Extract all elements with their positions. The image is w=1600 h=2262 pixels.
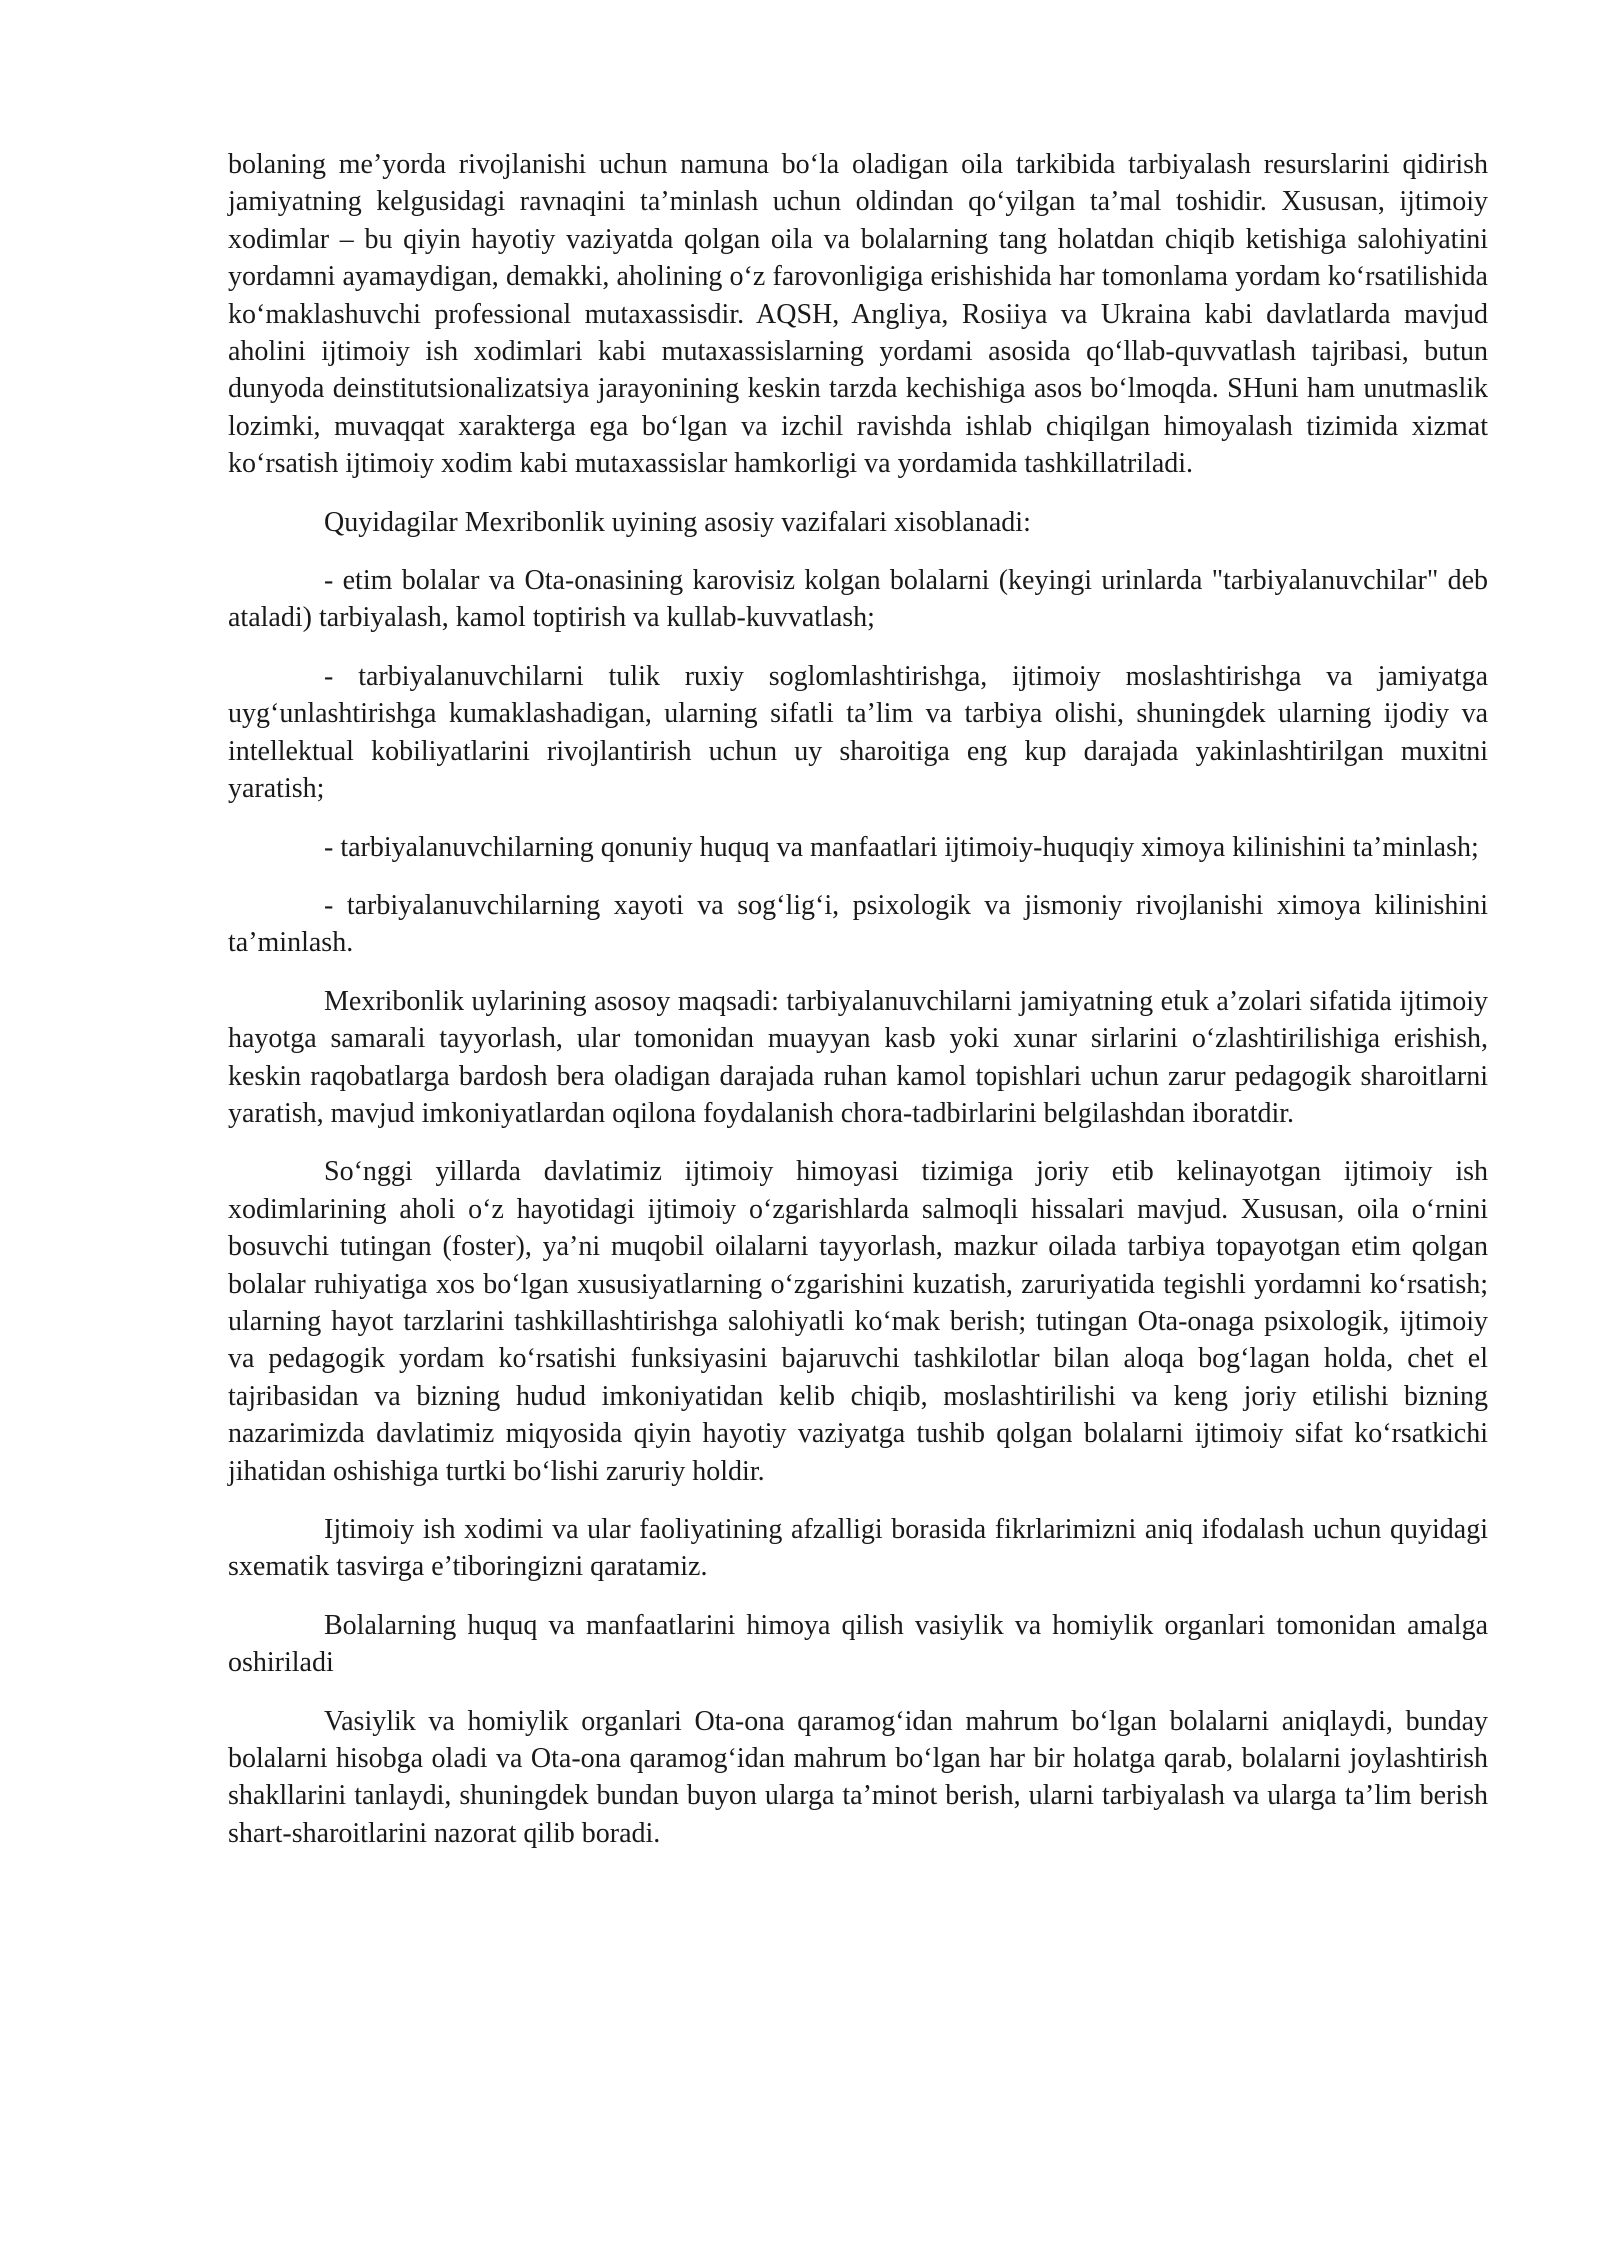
paragraph-guardianship-duties: Vasiylik va homiylik organlari Ota-ona qaramog‘idan mahrum bo‘lgan bolalarni aniqlaydi, bunday bolalarni hisobga oladi va Ota-ona qaramog‘idan mahrum bo‘lgan har bir holatga qarab, bolalarni joylashtirish shakllarini tanlaydi, shuningdek bundan buyon ularga ta’minot berish, ularni tarbiyalash va ularga ta’lim berish shart-sharoitlarini nazorat qilib boradi. xyxy=(228,1705,1488,1849)
list-item-task-1: - etim bolalar va Ota-onasining karovisiz kolgan bolalarni (keyingi urinlarda "tarbiyalanuvchilar" deb ataladi) tarbiyalash, kamol toptirish va kullab-kuvvatlash; xyxy=(228,565,1488,634)
list-item-task-3: - tarbiyalanuvchilarning qonuniy huquq va manfaatlari ijtimoiy-huquqiy ximoya kilinishini ta’minlash; xyxy=(324,831,1479,863)
paragraph-main-goal: Mexribonlik uylarining asosoy maqsadi: tarbiyalanuvchilarni jamiyatning etuk a’zolari sifatida ijtimoiy hayotga samarali tayyorlash, ular tomonidan muayyan kasb yoki xunar sirlarini o‘zlashtirilishiga erishish, keskin raqobatlarga bardosh bera oladigan darajada ruhan kamol topishlari uchun zarur pedagogik sharoitlarni yaratish, mavjud imkoniyatlardan oqilona foydalanish chora-tadbirlarini belgilashdan iboratdir. xyxy=(228,985,1488,1129)
paragraph-guardianship-organs: Bolalarning huquq va manfaatlarini himoya qilish vasiylik va homiylik organlari tomonidan amalga oshiriladi xyxy=(228,1609,1488,1679)
paragraph-intro-continuation: bolaning me’yorda rivojlanishi uchun namuna bo‘la oladigan oila tarkibida tarbiyalash resurslarini qidirish jamiyatning kelgusidagi ravnaqini ta’minlash uchun oldindan qo‘yilgan ta’mal toshidir. Xususan, ijtimoiy xodimlar – bu qiyin hayotiy vaziyatda qolgan oila va bolalarning tang holatdan chiqib ketishiga salohiyatini yordamni ayamaydigan, demakki, aholining o‘z farovonligiga erishishida har tomonlama yordam ko‘rsatilishida ko‘maklashuvchi professional mutaxassisdir. AQSH, Angliya, Rosiiya va Ukraina kabi davlatlarda mavjud aholini ijtimoiy ish xodimlari kabi mutaxassislarning yordami asosida qo‘llab-quvvatlash tajribasi, butun dunyoda deinstitutsionalizatsiya jarayonining keskin tarzda kechishiga asos bo‘lmoqda. SHuni ham unutmaslik lozimki, muvaqqat xarakterga ega bo‘lgan va izchil ravishda ishlab chiqilgan himoyalash tizimida xizmat ko‘rsatish ijtimoiy xodim kabi mutaxassislar hamkorligi va yordamida tashkillatriladi. xyxy=(228,149,1488,480)
list-item-task-2: - tarbiyalanuvchilarni tulik ruxiy soglomlashtirishga, ijtimoiy moslashtirishga va jamiyatga uyg‘unlashtirishga kumaklashadigan, ularning sifatli ta’lim va tarbiya olishi, shuningdek ularning ijodiy va intellektual kobiliyatlarini rivojlantirish uchun uy sharoitiga eng kup darajada yakinlashtirilgan muxitni yaratish; xyxy=(228,660,1488,805)
document-page xyxy=(228,146,1488,1873)
paragraph-recent-years: So‘nggi yillarda davlatimiz ijtimoiy himoyasi tizimiga joriy etib kelinayotgan ijtimoiy ish xodimlarining aholi o‘z hayotidagi ijtimoiy o‘zgarishlarda salmoqli hissalari mavjud. Xususan, oila o‘rnini bosuvchi tutingan (foster), ya’ni muqobil oilalarni tayyorlash, mazkur oilada tarbiya topayotgan etim qolgan bolalar ruhiyatiga xos bo‘lgan xususiyatlarning o‘zgarishini kuzatish, zaruriyatida tegishli yordamni ko‘rsatish; ularning hayot tarzlarini tashkillashtirishga salohiyatli ko‘mak berish; tutingan Ota-onaga psixologik, ijtimoiy va pedagogik yordam ko‘rsatishi funksiyasini bajaruvchi tashkilotlar bilan aloqa bog‘lagan holda, chet el tajribasidan va bizning hudud imkoniyatidan kelib chiqib, moslashtirilishi va keng joriy etilishi bizning nazarimizda davlatimiz miqyosida qiyin hayotiy vaziyatga tushib qolgan bolalarni ijtimoiy sifat ko‘rsatkichi jihatidan oshishiga turtki bo‘lishi zaruriy holdir. xyxy=(228,1156,1488,1487)
paragraph-tasks-heading: Quyidagilar Mexribonlik uyining asosiy vazifalari xisoblanadi: xyxy=(324,506,1031,538)
paragraph-schema-intro: Ijtimoiy ish xodimi va ular faoliyatining afzalligi borasida fikrlarimizni aniq ifodalash uchun quyidagi sxematik tasvirga e’tiboringizni qaratamiz. xyxy=(228,1514,1488,1583)
list-item-task-4: - tarbiyalanuvchilarning xayoti va sog‘lig‘i, psixologik va jismoniy rivojlanishi ximoya kilinishini ta’minlash. xyxy=(228,889,1488,959)
